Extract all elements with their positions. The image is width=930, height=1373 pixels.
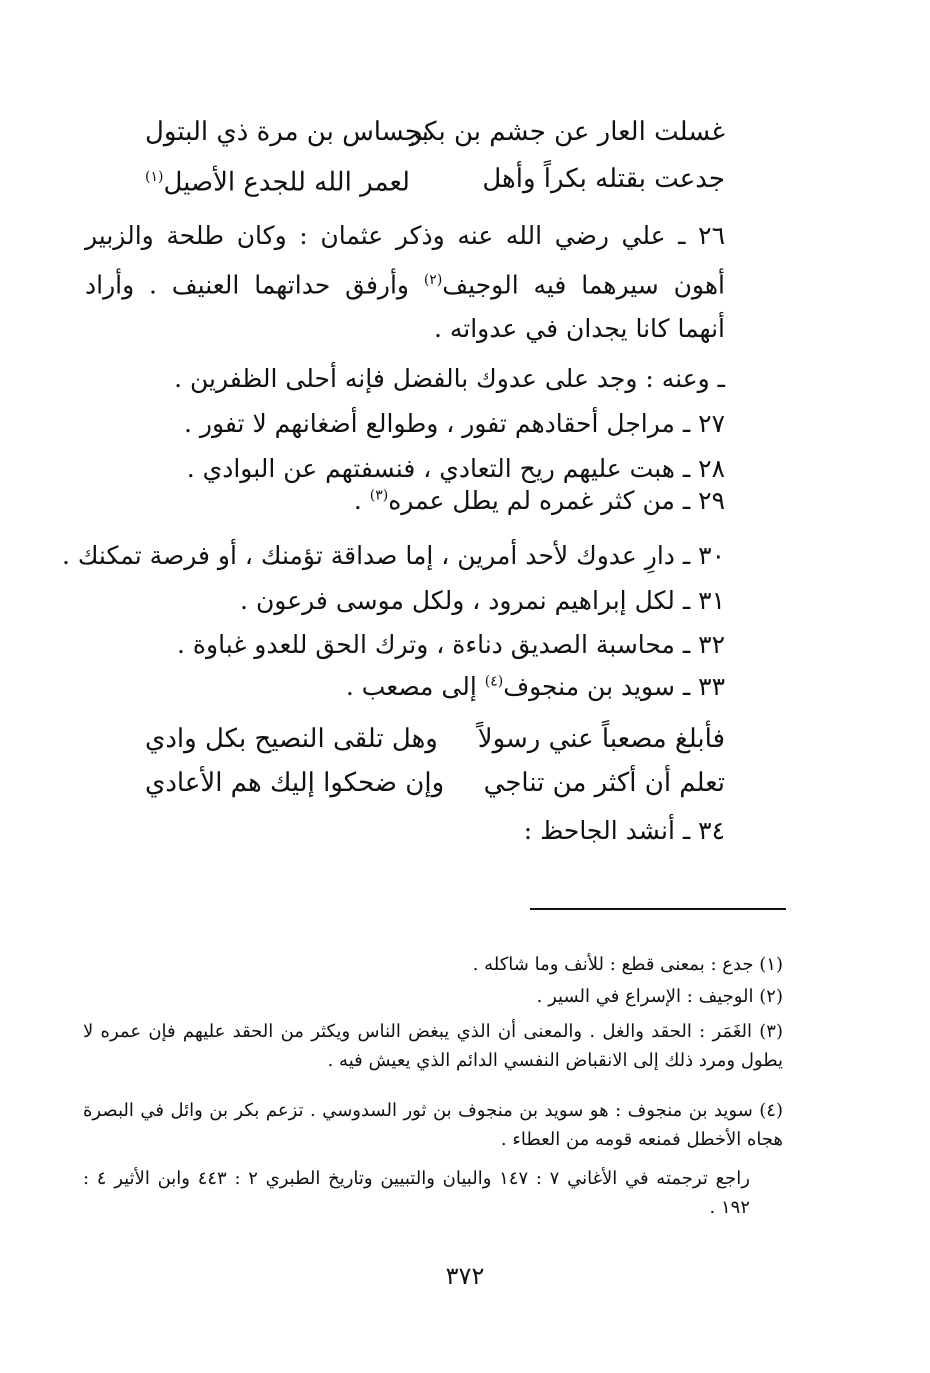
- saying-30: ٣٠ ـ دارِ عدوك لأحد أمرين ، إما صداقة تؤمنك ، أو فرصة تمكنك .: [61, 541, 725, 570]
- paragraph-26-text: ٢٦ ـ علي رضي الله عنه وذكر عثمان : وكان طلحة والزبير أهون سيرهما فيه الوجيف: [85, 221, 725, 300]
- footnote-4-reference: راجع ترجمته في الأغاني ٧ : ١٤٧ والبيان والتبيين وتاريخ الطبري ٢ : ٤٤٣ وابن الأثير ٤ : ١٩٢ .: [83, 1168, 750, 1218]
- verse-1-hemistich-left: بجساس بن مرة ذي البتول: [145, 117, 429, 147]
- footnote-3: (٣) الغَمَر : الحقد والغل . والمعنى أن الذي يبغض الناس ويكثر من الحقد عليهم فإن عمره لا يطول ومرد ذلك إلى الانقباض النفسي الدائم الذي يعيش فيه .: [83, 1021, 783, 1071]
- verse-3-hemistich-left: وهل تلقى النصيح بكل وادي: [145, 724, 438, 754]
- saying-33: [346, 672, 725, 701]
- verse-4-hemistich-right: تعلم أن أكثر من تناجي: [483, 768, 725, 798]
- paragraph-26-text-cont: وأرفق حداتهما العنيف . وأراد أنهما كانا يجدان في عدواته .: [85, 270, 725, 344]
- footnote-ref-2: (٢): [423, 272, 443, 288]
- saying-29-text: ٢٩ ـ من كثر غمره لم يطل عمره: [388, 486, 725, 515]
- verse-3-hemistich-right: فأبلغ مصعباً عني رسولاً: [477, 724, 725, 754]
- saying-31: ٣١ ـ لكل إبراهيم نمرود ، ولكل موسى فرعون .: [240, 586, 725, 615]
- verse-2-hemistich-right: جدعت بقتله بكراً وأهل: [482, 164, 725, 194]
- saying-33-text: ٣٣ ـ سويد بن منجوف: [503, 672, 725, 701]
- saying-27: ٢٧ ـ مراجل أحقادهم تفور ، وطوالع أضغانهم لا تفور .: [184, 409, 725, 438]
- footnote-ref-4: (٤): [484, 673, 504, 690]
- paragraph-26: [85, 214, 725, 351]
- saying-wa-anhu: ـ وعنه : وجد على عدوك بالفضل فإنه أحلى الظفرين .: [174, 364, 725, 393]
- saying-34: ٣٤ ـ أنشد الجاحظ :: [523, 816, 725, 845]
- saying-33-end: إلى مصعب .: [345, 672, 485, 701]
- verse-2-left-text: لعمر الله للجدع الأصيل: [163, 167, 410, 198]
- footnote-ref-1: (١): [145, 169, 164, 185]
- saying-32: ٣٢ ـ محاسبة الصديق دناءة ، وترك الحق للعدو غباوة .: [177, 630, 725, 659]
- page-number: ٣٧٢: [445, 1262, 485, 1290]
- footnote-separator: [530, 908, 786, 910]
- saying-28: ٢٨ ـ هبت عليهم ريح التعادي ، فنسفتهم عن البوادي .: [186, 454, 725, 483]
- saying-29-end: .: [353, 486, 370, 515]
- verse-4-hemistich-left: وإن ضحكوا إليك هم الأعادي: [145, 768, 445, 798]
- footnote-4: (٤) سويد بن منجوف : هو سويد بن منجوف بن ثور السدوسي . تزعم بكر بن وائل في البصرة هجاه الأخطل فمنعه قومه من العطاء .: [83, 1100, 783, 1150]
- footnote-1: (١) جدع : بمعنى قطع : للأنف وما شاكله .: [472, 954, 783, 975]
- verse-2-hemistich-left: [145, 160, 410, 200]
- saying-29: [354, 486, 725, 515]
- footnote-ref-3: (٣): [369, 487, 389, 504]
- verse-1-hemistich-right: غسلت العار عن جشم بن بكر: [409, 117, 725, 147]
- footnote-2: (٢) الوجيف : الإسراع في السير .: [536, 986, 783, 1007]
